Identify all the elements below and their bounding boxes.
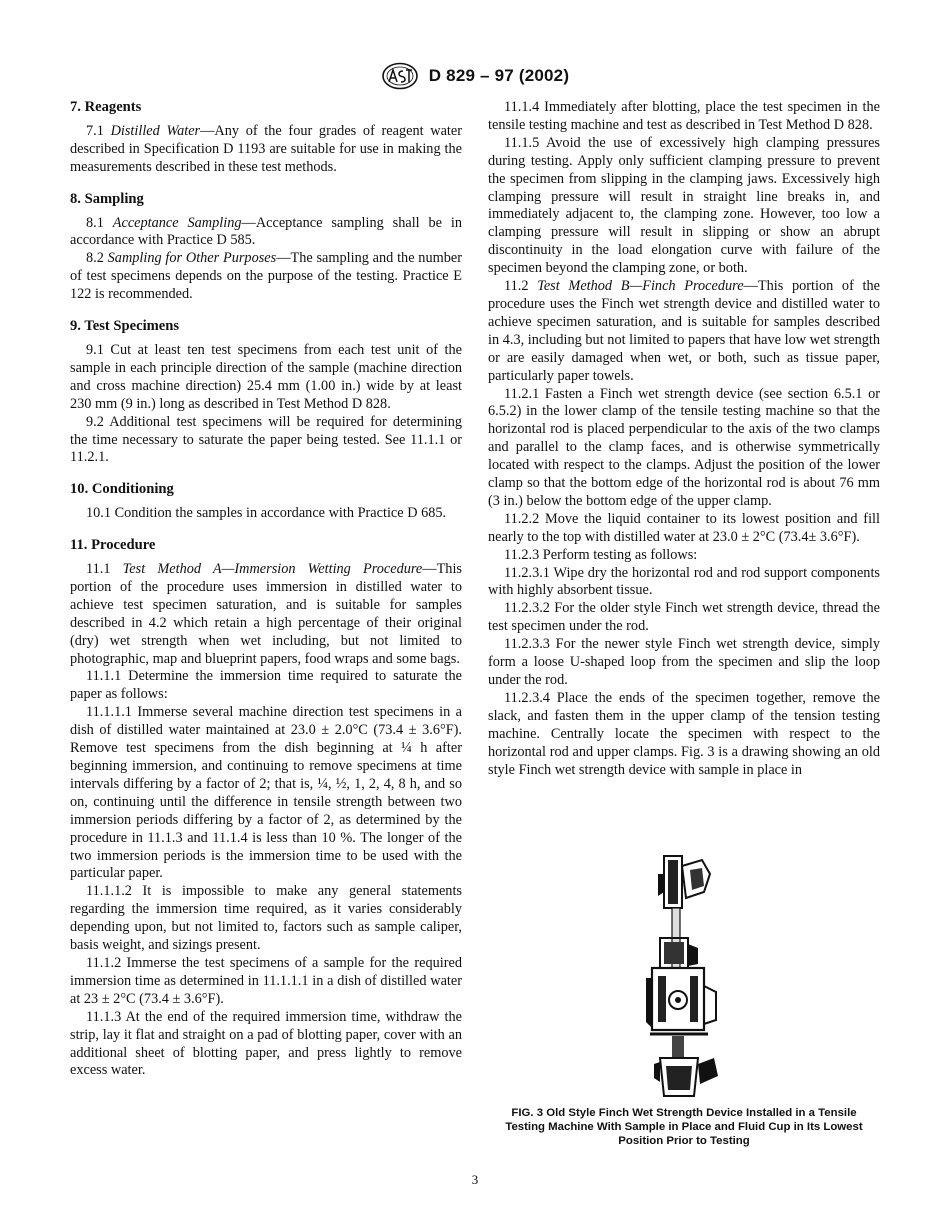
section-heading: 11. Procedure [70,537,156,554]
section-10-conditioning [70,481,462,523]
paragraph-11-2-3-2: 11.2.3.2 For the older style Finch wet strength device, thread the test specimen under the rod. [488,600,880,635]
paragraph-11-2-3: 11.2.3 Perform testing as follows: [504,546,698,563]
paragraph-11-2-3-1: 11.2.3.1 Wipe dry the horizontal rod and rod support components with highly absorbent tissue. [488,564,880,599]
section-heading: 9. Test Specimens [70,318,180,335]
section-11-procedure [70,537,462,1080]
figure-3 [488,852,880,1148]
paragraph-9-2: 9.2 Additional test specimens will be required for determining the time necessary to saturate the paper being tested. See 11.1.1 or 11.2.1. [70,413,462,466]
finch-wet-strength-device-drawing [624,852,744,1102]
paragraph-11-2: 11.2 Test Method B—Finch Procedure—This portion of the procedure uses the Finch wet strength device and distilled water to achieve specimen saturation, and is suitable for samples described in 4.3, including but not limited to papers that have low wet strength or are easily damaged when wet, or both, such as tissue paper, particularly paper towels. [488,278,881,384]
paragraph-7-1: 7.1 Distilled Water—Any of the four grades of reagent water described in Specification D 1193 are suitable for use in making the measurements described in these test methods. [70,122,462,175]
paragraph-11-2-1: 11.2.1 Fasten a Finch wet strength device (see section 6.5.1 or 6.5.2) in the lower clamp of the tensile testing machine so that the horizontal rod is placed perpendicular to the axis of the two clamps and parallel to the clamp faces, and is otherwise symmetrically located with respect to the clamps. Adjust the position of the lower clamp so that the bottom edge of the horizontal rod is about 76 mm (3 in.) below the bottom edge of the upper clamp. [488,385,880,509]
paragraph-11-1-1: 11.1.1 Determine the immersion time required to saturate the paper as follows: [70,668,462,703]
figure-caption: FIG. 3 Old Style Finch Wet Strength Device Installed in a Tensile Testing Machine With Sample in Place and Fluid Cup in Its Lowest Position Prior to Testing [505,1107,863,1147]
paragraph-8-2: 8.2 Sampling for Other Purposes—The sampling and the number of test specimens depends on the purpose of the testing. Practice E 122 is recommended. [70,250,462,303]
astm-logo-icon [381,62,419,90]
paragraph-11-2-2: 11.2.2 Move the liquid container to its lowest position and fill nearly to the top with distilled water at 23.0 ± 2°C (73.4± 3.6°F). [488,510,880,545]
paragraph-11-1-2: 11.1.2 Immerse the test specimens of a sample for the required immersion time as determined in 11.1.1.1 in a dish of distilled water at 23 ± 2°C (73.4 ± 3.6°F). [70,954,462,1007]
section-heading: 10. Conditioning [70,481,174,498]
paragraph-11-1-1-1: 11.1.1.1 Immerse several machine direction test specimens in a dish of distilled water maintained at 23.0 ± 2.0°C (73.4 ± 3.6°F). Remove test specimens from the dish beginning at ¼ h after beginning immersion, and continuing to remove specimens at time intervals differing by a factor of 2; that is, ¼, ½, 1, 2, 4, 8 h, and so on, continuing until the difference in tensile strength between two immersion periods differing by a factor of 2, as determined by the procedure in 11.1.3 and 11.1.4 is less than 10 %. The longer of the two immersion periods is the immersion time to be used with the particular paper. [70,704,462,882]
paragraph-11-1-5: 11.1.5 Avoid the use of excessively high clamping pressures during testing. Apply only sufficient clamping pressure to prevent the specimen from slipping in the clamping jaws. Excessively high clamping pressure will result in straight line breaks in, and immediately adjacent to, the clamping zone. However, too low a clamping pressure will result in slipping or show an abrupt discontinuity in the load elongation curve with failure of the specimen beyond the clamping zone, or both. [488,134,880,277]
paragraph-8-1: 8.1 Acceptance Sampling—Acceptance sampling shall be in accordance with Practice D 585. [70,214,462,249]
section-8-sampling [70,191,462,304]
section-7-reagents [70,99,462,177]
section-9-test-specimens [70,318,462,467]
section-heading: 8. Sampling [70,190,144,207]
paragraph-11-1-1-2: 11.1.1.2 It is impossible to make any general statements regarding the immersion time required, as it varies considerably depending upon, but not limited to, factors such as sample caliper, basis weight, and sizings present. [70,883,462,954]
page-number: 3 [471,1172,479,1187]
paragraph-11-2-3-3: 11.2.3.3 For the newer style Finch wet strength device, simply form a loose U-shaped loop from the specimen and slip the loop under the rod. [488,636,880,688]
section-heading: 7. Reagents [70,99,142,115]
left-column [70,99,462,1080]
right-column [488,99,880,779]
paragraph-11-1-4: 11.1.4 Immediately after blotting, place the test specimen in the tensile testing machine and test as described in Test Method D 828. [488,99,880,133]
page-header [0,62,950,90]
paragraph-9-1: 9.1 Cut at least ten test specimens from each test unit of the sample in each principle direction of the sample (machine direction and cross machine direction) 25.4 mm (1.00 in.) wide by at least 230 mm (9 in.) long as described in Test Method D 828. [70,341,462,412]
document-designation: D 829 – 97 (2002) [428,66,570,85]
paragraph-10-1: 10.1 Condition the samples in accordance with Practice D 685. [86,505,447,522]
paragraph-11-1-3: 11.1.3 At the end of the required immersion time, withdraw the strip, lay it flat and straight on a pad of blotting paper, cover with an additional sheet of blotting paper, and press lightly to remove excess water. [70,1008,462,1079]
paragraph-11-1: 11.1 Test Method A—Immersion Wetting Procedure—This portion of the procedure uses immersion in distilled water to achieve test specimen saturation, and is suitable for samples described in 4.2 which retain a high percentage of their original (dry) wet strength when wet including, but not limited to photographic, map and blueprint papers, food wraps and some bags. [70,561,462,667]
paragraph-11-2-3-4: 11.2.3.4 Place the ends of the specimen together, remove the slack, and fasten them in the upper clamp of the tension testing machine. Centrally locate the specimen with respect to the horizontal rod and upper clamps. Fig. 3 is a drawing showing an old style Finch wet strength device with sample in place in [488,689,880,778]
